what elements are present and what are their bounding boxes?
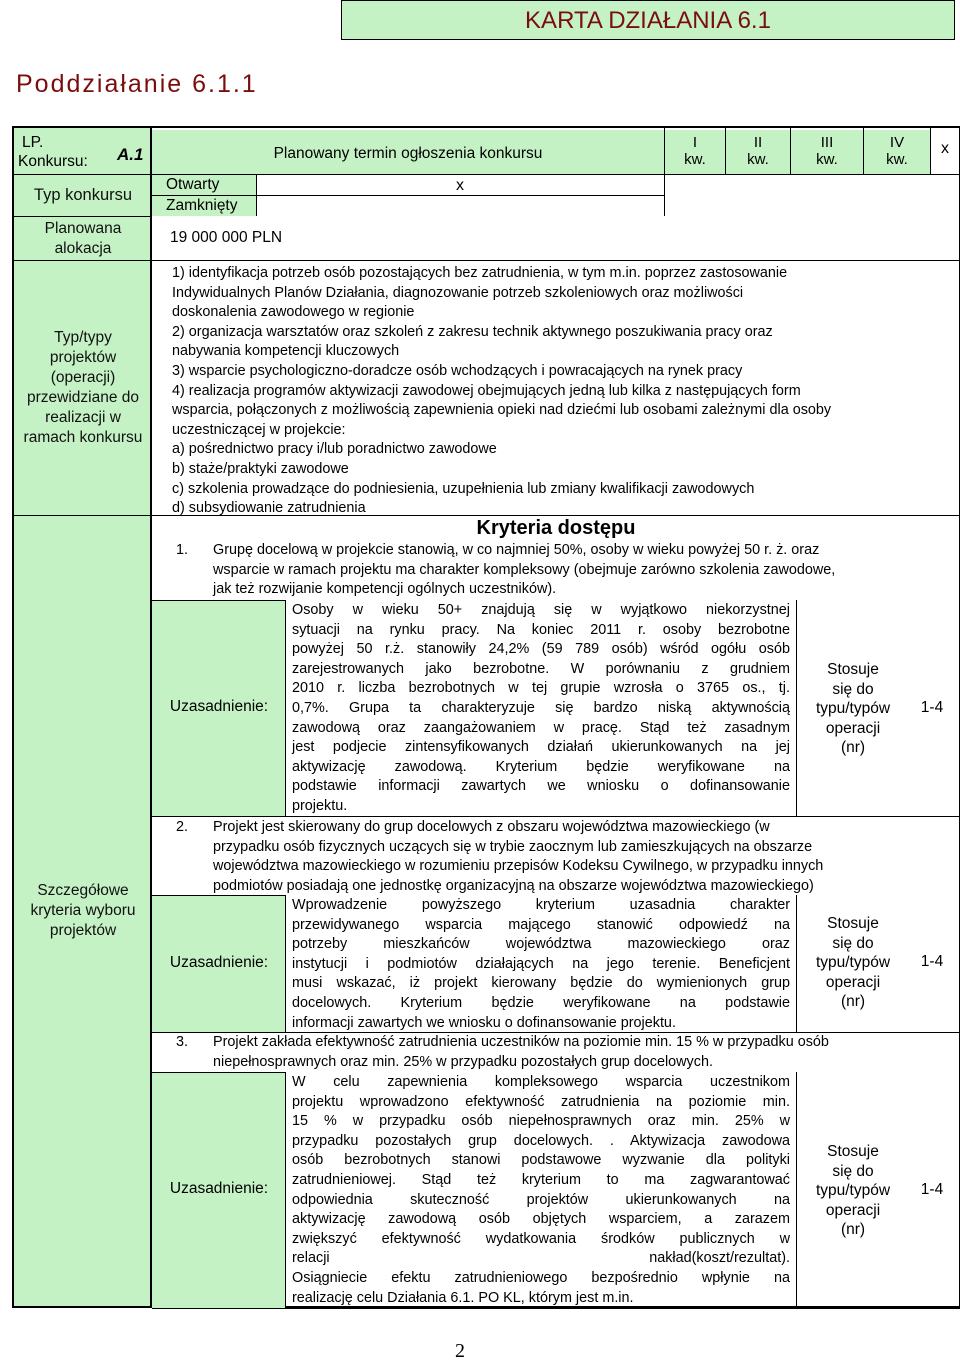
applies-to-line: się do	[832, 934, 874, 952]
justification-line: podstawie informacji zawartych we wniosku o dofinansowanie	[292, 778, 790, 795]
justification-line: aktywizację zawodową osób objętych wsparciem, a zarazem	[292, 1211, 790, 1228]
project-type-line: 4) realizacja programów aktywizacji zawodowej obejmujących jedną lub kilka z następujących form	[172, 382, 801, 399]
criterion-line: jak też rozwijanie kompetencji ogólnych uczestników).	[213, 581, 557, 598]
justification-line: odpowiednia skuteczność projektów ukierunkowanych na	[292, 1191, 790, 1208]
otwarty-mark: x	[456, 177, 464, 194]
justification-line: 2010 r. liczba bezrobotnych w tej grupie wzrosła o 3765 os., tj.	[292, 680, 790, 697]
applies-to-line: Stosuje	[827, 1143, 879, 1160]
alokacja-label-1: Planowana	[44, 220, 122, 237]
zamkniety-cell	[152, 196, 256, 216]
row-divider	[14, 216, 152, 217]
quarter-3-kw: kw.	[816, 151, 838, 168]
justification-line: przypadku pozostałych grup docelowych. . Aktywizacja zawodowa	[292, 1132, 790, 1149]
criterion-line: podmiotów posiadają one jednostkę organizacyjną na obszarze województwa mazowieckiego)	[213, 877, 814, 894]
otwarty-label: Otwarty	[166, 176, 220, 193]
justification-line: relacji nakład(koszt/rezultat).	[292, 1250, 790, 1267]
typy-label-6: ramach konkursu	[23, 429, 143, 446]
quarter-4-numeral: IV	[889, 134, 905, 151]
applies-to-line: typu/typów	[815, 1182, 891, 1200]
justification-line: zarejestrowanych jako bezrobotne. W porównaniu z grudniem	[292, 660, 790, 677]
justification-label: Uzasadnienie:	[169, 698, 269, 715]
applies-to-line: się do	[832, 680, 874, 698]
lp-label: LP.	[22, 134, 44, 151]
project-type-line: nabywania kompetencji kluczowych	[172, 343, 400, 360]
page-number: 2	[455, 1340, 465, 1362]
quarter-3-numeral: III	[820, 134, 834, 151]
applies-to-line: (nr)	[840, 1221, 866, 1239]
justification-line: Osiągniecie efektu zatrudnieniowego bezpośrednio wpłynie na	[292, 1269, 790, 1286]
justification-line: 0,7%. Grupa ta charakteryzuje się bardzo niską aktywnością	[292, 699, 790, 716]
applies-to-line: Stosuje	[827, 915, 879, 932]
applies-to-line: operacji	[825, 719, 881, 737]
justification-line: Osoby w wieku 50+ znajdują się w wyjątkowo niekorzystnej	[292, 602, 790, 618]
quarter-1-numeral: I	[692, 134, 698, 151]
justification-line: realizację celu Działania 6.1. PO KL, którym jest m.in.	[292, 1289, 634, 1306]
project-type-line: doskonalenia zawodowego w regionie	[172, 304, 415, 321]
applies-to-line: typu/typów	[815, 700, 891, 718]
criterion-line: Grupę docelową w projekcie stanowią, w co najmniej 50%, osoby w wieku powyżej 50 r. ż. oraz	[213, 542, 820, 558]
justification-bottom-line	[152, 1308, 960, 1309]
criterion-text	[213, 541, 947, 600]
termin-label: Planowany termin ogłoszenia konkursu	[273, 145, 543, 162]
justification-line: zwiększyć efektywność wydatkowania środków publicznych w	[292, 1230, 790, 1247]
applies-to-line: typu/typów	[815, 954, 891, 972]
project-type-line: 3) wsparcie psychologiczno-doradcze osób wchodzących i powracających na rynek pracy	[172, 362, 743, 379]
criterion-line: Projekt zakłada efektywność zatrudnienia uczestników na poziomie min. 15 % w przypadku osób	[213, 1034, 829, 1050]
justification-line: musi wskazać, iż projekt kierowany będzie do wymienionych grup	[292, 975, 790, 992]
justification-bottom-line	[152, 816, 960, 817]
applies-to-line: (nr)	[840, 739, 866, 757]
justification-line: potrzeby mieszkańców województwa mazowieckiego oraz	[292, 936, 790, 953]
applies-to-cell	[797, 660, 909, 758]
typ-konkursu-label: Typ konkursu	[33, 186, 133, 204]
quarter-3-cell	[791, 130, 863, 174]
project-type-line: c) szkolenia prowadzące do podniesienia, uzupełnienia lub zmiany kwalifikacji zawodowych	[172, 480, 755, 497]
kryteria-label-2: kryteria wyboru	[30, 902, 136, 919]
left-label-column	[14, 128, 152, 1306]
quarter-2-cell	[726, 130, 790, 174]
project-type-line: b) staże/praktyki zawodowe	[172, 460, 349, 477]
quarter-2-kw: kw.	[747, 151, 769, 168]
project-type-line: Indywidualnych Planów Działania, diagnozowanie potrzeb szkoleniowych oraz możliwości	[172, 284, 744, 301]
competition-code: A.1	[117, 145, 144, 164]
criterion-text	[213, 818, 947, 896]
quarter-mark: x	[941, 140, 949, 157]
quarter-4-cell	[864, 130, 930, 174]
criterion-line: województwa mazowieckiego w rozumieniu przepisów Kodeksu Cywilnego, w przypadku innych	[213, 858, 824, 875]
applies-to-line: się do	[832, 1162, 874, 1180]
kryteria-label-1: Szczegółowe	[37, 882, 129, 899]
quarter-2-numeral: II	[753, 134, 763, 151]
justification-line: projektu wprowadzono efektywność zatrudnienia na poziomie min.	[292, 1093, 790, 1110]
termin-label-cell	[152, 130, 664, 174]
project-type-line: 2) organizacja warsztatów oraz szkoleń z zakresu technik aktywnego poszukiwania pracy oraz	[172, 323, 773, 340]
justification-line: informacji zawartych we wniosku o dofinansowanie projektu.	[292, 1014, 676, 1031]
project-type-line: uczestniczącej w projekcie:	[172, 421, 346, 438]
justification-line: osób bezrobotnych stanowi podstawowe wyzwanie dla polityki	[292, 1152, 790, 1169]
project-types-list	[172, 264, 946, 519]
typy-label-1: Typ/typy	[54, 329, 112, 346]
alokacja-value: 19 000 000 PLN	[170, 229, 283, 246]
justification-line: przewidywanego wsparcia mającego stanowić odpowiedź na	[292, 916, 790, 933]
justification-text	[292, 1073, 790, 1308]
quarter-4-kw: kw.	[886, 151, 908, 168]
applies-to-line: operacji	[825, 1201, 881, 1219]
subaction-title: Poddziałanie 6.1.1	[16, 70, 258, 98]
criterion-line: Projekt jest skierowany do grup docelowych z obszaru województwa mazowieckiego (w	[213, 819, 770, 835]
project-type-line: 1) identyfikacja potrzeb osób pozostających bez zatrudnienia, w tym m.in. poprzez zastosowanie	[172, 265, 788, 281]
justification-line: 15 % w przypadku osób niepełnosprawnych oraz min. 25% w	[292, 1113, 790, 1130]
justification-line: docelowych. Kryterium będzie weryfikowane na podstawie	[292, 994, 790, 1011]
justification-line: jest podjecie zintensyfikowanych działań ukierunkowanych na jej	[292, 739, 790, 756]
criterion-number: 2.	[176, 819, 189, 835]
typy-label-4: przewidziane do	[26, 389, 139, 406]
justification-line: powyżej 50 r.ż. stanowiły 24,2% (59 789 osób) wśród ogółu osób	[292, 641, 790, 658]
applies-range: 1-4	[920, 1181, 944, 1198]
justification-line: zawodową oraz zaangażowaniem w pracę. Stąd też zasadnym	[292, 719, 790, 736]
criterion-text	[213, 1033, 947, 1072]
applies-to-cell	[797, 914, 909, 1012]
justification-line: projektu.	[292, 797, 348, 814]
zamkniety-label: Zamknięty	[166, 197, 238, 214]
kryteria-label-3: projektów	[49, 922, 117, 939]
justification-line: Wprowadzenie powyższego kryterium uzasadnia charakter	[292, 897, 790, 913]
otwarty-cell	[152, 175, 256, 195]
project-type-line: a) pośrednictwo pracy i/lub poradnictwo zawodowe	[172, 441, 497, 458]
criterion-number: 3.	[176, 1034, 189, 1050]
typy-label-5: realizacji w	[45, 409, 121, 426]
applies-to-line: (nr)	[840, 993, 866, 1011]
applies-to-line: Stosuje	[827, 661, 879, 678]
applies-range: 1-4	[920, 699, 944, 716]
justification-line: zatrudnieniowej. Stąd też kryterium to ma zagwarantować	[292, 1171, 790, 1188]
justification-text	[292, 601, 790, 817]
typy-label-3: (operacji)	[50, 369, 116, 386]
justification-label: Uzasadnienie:	[169, 953, 269, 971]
criterion-line: niepełnosprawnych oraz min. 25% w przypadku pozostałych grup docelowych.	[213, 1053, 713, 1070]
project-type-line: wsparcia, połączonych z możliwością zapewnienia opieki nad dziećmi lub osobami zależnymi dla osoby	[172, 402, 832, 419]
justification-text	[292, 896, 790, 1033]
justification-line: sytuacji na rynku pracy. Na koniec 2011 r. osoby bezrobotne	[292, 621, 790, 638]
applies-to-cell	[797, 1142, 909, 1240]
justification-line: W celu zapewnienia kompleksowego wsparcia uczestnikom	[292, 1074, 790, 1090]
applies-range: 1-4	[920, 953, 944, 970]
project-type-line: d) subsydiowanie zatrudnienia	[172, 500, 366, 517]
card-title-banner: KARTA DZIAŁANIA 6.1	[341, 0, 955, 40]
criterion-number: 1.	[176, 542, 189, 558]
criterion-line: przypadku osób fizycznych uczących się w trybie zaocznym lub zamieszkujących na obszarze	[213, 838, 813, 855]
kryteria-title: Kryteria dostępu	[476, 517, 636, 539]
alokacja-label-2: alokacja	[54, 240, 112, 257]
justification-line: instytucji i podmiotów działających na jego terenie. Beneficjent	[292, 955, 790, 972]
justification-line: aktywizację zawodową. Kryterium będzie weryfikowane na	[292, 758, 790, 775]
quarter-1-kw: kw.	[684, 151, 706, 168]
applies-to-line: operacji	[825, 973, 881, 991]
criterion-line: wsparcie w ramach projektu ma charakter kompleksowy (obejmuje zarówno szkolenia zawodowe,	[213, 561, 836, 578]
quarter-1-cell	[665, 130, 725, 174]
konkursu-label: Konkursu:	[18, 153, 88, 170]
row-divider	[14, 260, 960, 261]
justification-label: Uzasadnienie:	[169, 1180, 269, 1197]
typy-label-2: projektów	[49, 349, 117, 366]
